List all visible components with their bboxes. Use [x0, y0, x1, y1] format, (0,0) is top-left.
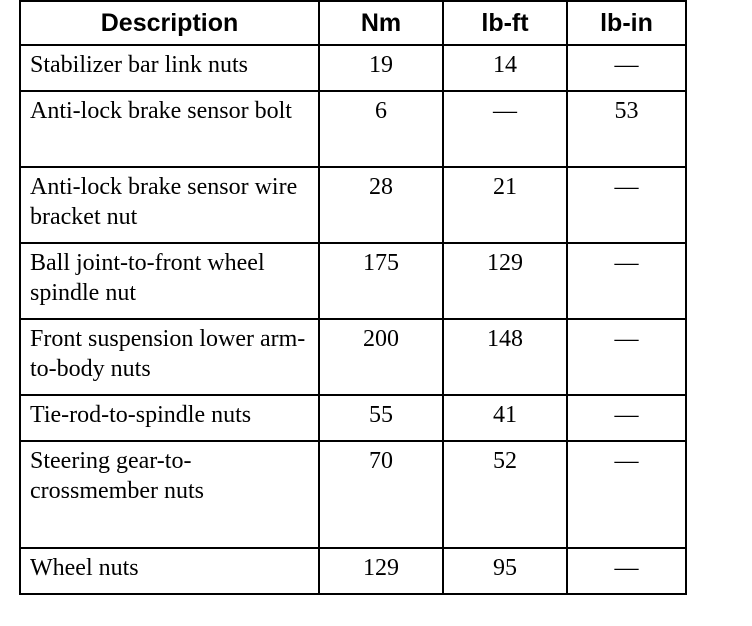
cell-lbin: —	[567, 395, 686, 441]
cell-nm: 70	[319, 441, 443, 548]
header-nm: Nm	[319, 1, 443, 45]
cell-lbin: 53	[567, 91, 686, 167]
table-body	[20, 45, 686, 594]
cell-nm: 175	[319, 243, 443, 319]
table-row	[20, 91, 686, 167]
cell-lbft: 148	[443, 319, 567, 395]
cell-lbft: 52	[443, 441, 567, 548]
cell-lbin: —	[567, 441, 686, 548]
cell-description: Wheel nuts	[20, 548, 319, 594]
cell-description: Anti-lock brake sensor bolt	[20, 91, 319, 167]
cell-lbft: 41	[443, 395, 567, 441]
table-row	[20, 548, 686, 594]
cell-description: Front suspension lower arm-to-body nuts	[20, 319, 319, 395]
cell-lbin: —	[567, 243, 686, 319]
cell-nm: 28	[319, 167, 443, 243]
cell-lbft: 95	[443, 548, 567, 594]
cell-lbft: 21	[443, 167, 567, 243]
header-row	[20, 1, 686, 45]
cell-lbft: —	[443, 91, 567, 167]
cell-description: Anti-lock brake sensor wire bracket nut	[20, 167, 319, 243]
table-row	[20, 167, 686, 243]
cell-description: Tie-rod-to-spindle nuts	[20, 395, 319, 441]
cell-nm: 55	[319, 395, 443, 441]
cell-description: Steering gear-to-crossmember nuts	[20, 441, 319, 548]
cell-lbin: —	[567, 167, 686, 243]
table-header	[20, 1, 686, 45]
torque-spec-table	[19, 0, 687, 595]
cell-nm: 200	[319, 319, 443, 395]
table-row	[20, 45, 686, 91]
cell-nm: 129	[319, 548, 443, 594]
cell-description: Ball joint-to-front wheel spindle nut	[20, 243, 319, 319]
cell-lbin: —	[567, 548, 686, 594]
table-row	[20, 243, 686, 319]
table-row	[20, 441, 686, 548]
cell-lbin: —	[567, 319, 686, 395]
cell-nm: 6	[319, 91, 443, 167]
table-row	[20, 395, 686, 441]
cell-lbft: 129	[443, 243, 567, 319]
header-lbft: lb-ft	[443, 1, 567, 45]
header-description: Description	[20, 1, 319, 45]
cell-description: Stabilizer bar link nuts	[20, 45, 319, 91]
cell-lbft: 14	[443, 45, 567, 91]
table-row	[20, 319, 686, 395]
cell-lbin: —	[567, 45, 686, 91]
header-lbin: lb-in	[567, 1, 686, 45]
cell-nm: 19	[319, 45, 443, 91]
